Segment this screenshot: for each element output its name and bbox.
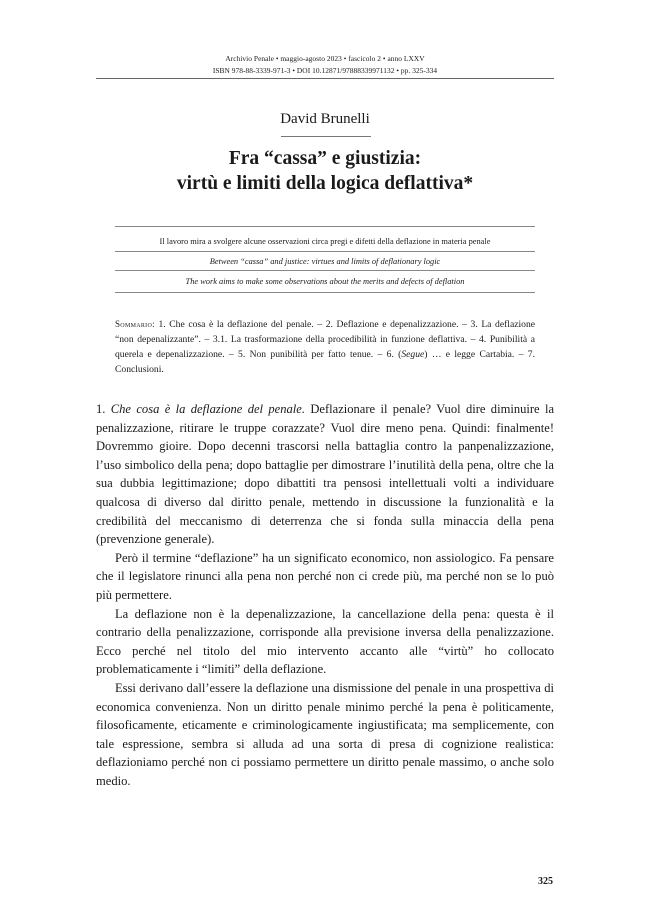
header-journal-line: Archivio Penale • maggio-agosto 2023 • fascicolo 2 • anno LXXV [225, 54, 425, 63]
header-isbn-line: ISBN 978-88-3339-971-3 • DOI 10.12871/97888339971132 • pp. 325-334 [212, 66, 438, 75]
title-line-1: Fra “cassa” e giustizia: [228, 148, 422, 169]
author-name: David Brunelli [280, 111, 370, 127]
article-title [96, 146, 554, 196]
title-line-2 [96, 171, 554, 196]
paragraph-3: La deflazione non è la depenalizzazione, la cancellazione della pena: questa è il contrario della penalizzazione, corrisponde alla previsione inversa della penalizzazione. Ecco perché nel titolo del mio intervento accanto alle “virtù” ho collocato problematicamente i “limiti” della deflazione. [96, 606, 554, 677]
article-body [96, 400, 554, 790]
paragraph-1 [96, 400, 554, 549]
title-footnote-mark: * [463, 173, 474, 194]
page-number: 325 [538, 876, 553, 887]
author-divider [281, 136, 371, 137]
abstract-divider-top [115, 226, 535, 227]
table-of-contents-summary [115, 317, 535, 377]
header-divider [96, 78, 554, 79]
section-number: 1. [96, 402, 111, 416]
sommario-segue: Segue [401, 349, 425, 360]
section-heading: Che cosa è la deflazione del penale. [110, 402, 305, 416]
paragraph-1-text: Deflazionare il penale? Vuol dire diminuire la penalizzazione, ritirare le truppe corazzate? Vuol dire meno pena. Quindi: finalmente! Dovremmo gioire. Dopo decenni trascorsi nella battaglia contro la panpenalizzazione, l’uso simbolico della pena; dopo battaglie per dimostrare l’inutilità della pena, oltre che la sua dubbia legittimazione; dopo dibattiti tra pensosi intellettuali volti a individuare qualcosa di diverso dal diritto penale, mettendo in discussione la funzionalità e la credibilità del meccanismo di deterrenza che si fonda sulla minaccia della pena (prevenzione generale). [96, 402, 555, 547]
sommario-text-2: ) … e legge Cartabia. – 7. Conclusioni. [115, 349, 535, 375]
sommario-label: Sommario: [115, 319, 155, 329]
sommario-text-1: 1. Che cosa è la deflazione del penale. – 2. Deflazione e depenalizzazione. – 3. La deflazione “non depenalizzante”. – 3.1. La trasformazione della procedibilità in funzione deflattiva. – 4. Punibilità a querela e depenalizzazione. – 5. Non punibilità per fatto tenue. – 6. ( [115, 319, 535, 360]
running-header [96, 53, 554, 77]
abstract-divider-bottom [115, 292, 535, 293]
abstract-italian: Il lavoro mira a svolgere alcune osservazioni circa pregi e difetti della deflazione in materia penale [159, 237, 491, 246]
abstract-english: The work aims to make some observations about the merits and defects of deflation [185, 277, 465, 286]
title-line-2-text: virtù e limiti della logica deflattiva [176, 173, 464, 194]
paragraph-4: Essi derivano dall’essere la deflazione una dismissione del penale in una prospettiva di economica convenienza. Non un diritto penale minimo perché la pena è politicamente, filosoficamente, eticamente e criminologicamente ingiustificata; ma semplicemente, con tale espressione, sembra si alluda ad una sorta di presa di cognizione realistica: deflazioniamo perché non ci possiamo permettere un diritto penale massimo, o anche solo medio. [96, 680, 554, 788]
abstract-divider-2 [115, 270, 535, 271]
abstract-english-title: Between “cassa” and justice: virtues and limits of deflationary logic [209, 257, 441, 266]
abstract-divider-1 [115, 251, 535, 252]
paragraph-2: Però il termine “deflazione” ha un significato economico, non assiologico. Fa pensare che il legislatore rinunci alla pena non perché non ci crede più, ma perché non se lo può più permettere. [96, 550, 554, 602]
